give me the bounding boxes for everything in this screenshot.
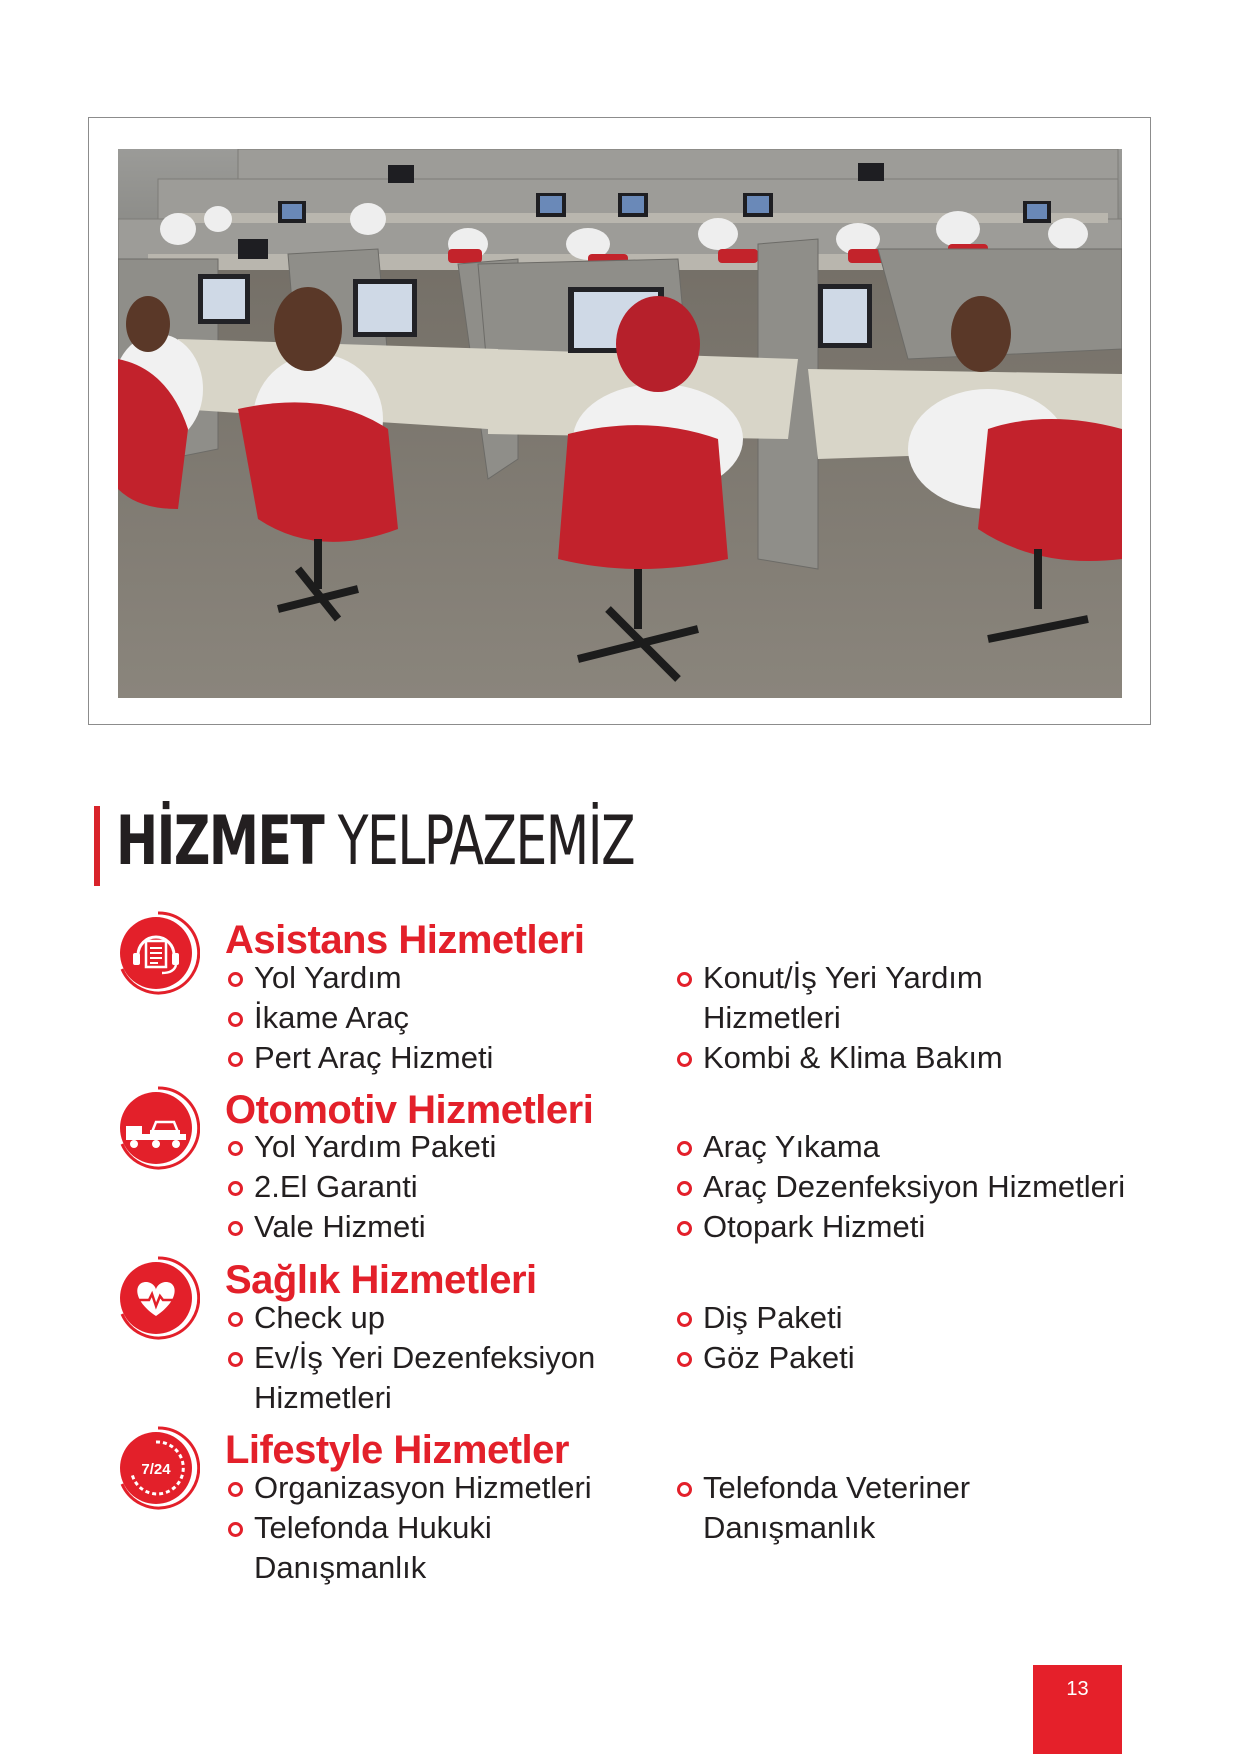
category-title-asistans: Asistans Hizmetleri [225, 918, 585, 962]
list-item: Otopark Hizmeti [703, 1207, 925, 1247]
list-item: Kombi & Klima Bakım [703, 1038, 1003, 1078]
list-item: Organizasyon Hizmetleri [254, 1468, 592, 1508]
title-bold: HİZMET [116, 802, 324, 881]
bullet [228, 1522, 243, 1537]
bullet [677, 1482, 692, 1497]
bullet [228, 1482, 243, 1497]
list-item: Araç Dezenfeksiyon Hizmetleri [703, 1167, 1125, 1207]
call-center-illustration [118, 149, 1122, 698]
bullet [677, 1312, 692, 1327]
bullet [677, 1181, 692, 1196]
photo-frame [88, 117, 1151, 725]
bullet [677, 972, 692, 987]
list-item-continuation: Hizmetleri [703, 1000, 841, 1035]
bullet [228, 1221, 243, 1236]
list-item: Check up [254, 1298, 385, 1338]
bullet [228, 972, 243, 987]
bullet [228, 1352, 243, 1367]
list-item: Yol Yardım Paketi [254, 1127, 496, 1167]
list-item: 2.El Garanti [254, 1167, 418, 1207]
headset-document-icon [116, 911, 200, 995]
list-item: Pert Araç Hizmeti [254, 1038, 493, 1078]
bullet [228, 1141, 243, 1156]
call-center-photo [118, 149, 1122, 698]
list-item: Telefonda Hukuki [254, 1508, 492, 1548]
list-item-continuation: Danışmanlık [254, 1550, 427, 1585]
list-item: Vale Hizmeti [254, 1207, 426, 1247]
bullet [228, 1181, 243, 1196]
bullet [677, 1221, 692, 1236]
bullet [228, 1312, 243, 1327]
list-item: Yol Yardım [254, 958, 402, 998]
list-item-continuation: Danışmanlık [703, 1510, 876, 1545]
category-title-otomotiv: Otomotiv Hizmetleri [225, 1088, 594, 1132]
list-item: Telefonda Veteriner [703, 1468, 970, 1508]
clock-7-24-icon [116, 1426, 200, 1510]
title-light: YELPAZEMİZ [337, 802, 635, 881]
bullet [677, 1052, 692, 1067]
list-item: Ev/İş Yeri Dezenfeksiyon [254, 1338, 595, 1378]
title-accent-bar [94, 806, 100, 886]
list-item: Araç Yıkama [703, 1127, 880, 1167]
bullet [228, 1052, 243, 1067]
category-title-lifestyle: Lifestyle Hizmetler [225, 1428, 569, 1472]
page-title [116, 792, 634, 892]
tow-truck-icon [116, 1086, 200, 1170]
page-number: 13 [1033, 1665, 1122, 1754]
category-title-saglik: Sağlık Hizmetleri [225, 1258, 537, 1302]
bullet [228, 1012, 243, 1027]
list-item: İkame Araç [254, 998, 409, 1038]
list-item: Göz Paketi [703, 1338, 855, 1378]
list-item: Diş Paketi [703, 1298, 843, 1338]
bullet [677, 1141, 692, 1156]
list-item-continuation: Hizmetleri [254, 1380, 392, 1415]
heart-pulse-icon [116, 1256, 200, 1340]
list-item: Konut/İş Yeri Yardım [703, 958, 983, 998]
bullet [677, 1352, 692, 1367]
icon-label: 7/24 [141, 1461, 171, 1478]
